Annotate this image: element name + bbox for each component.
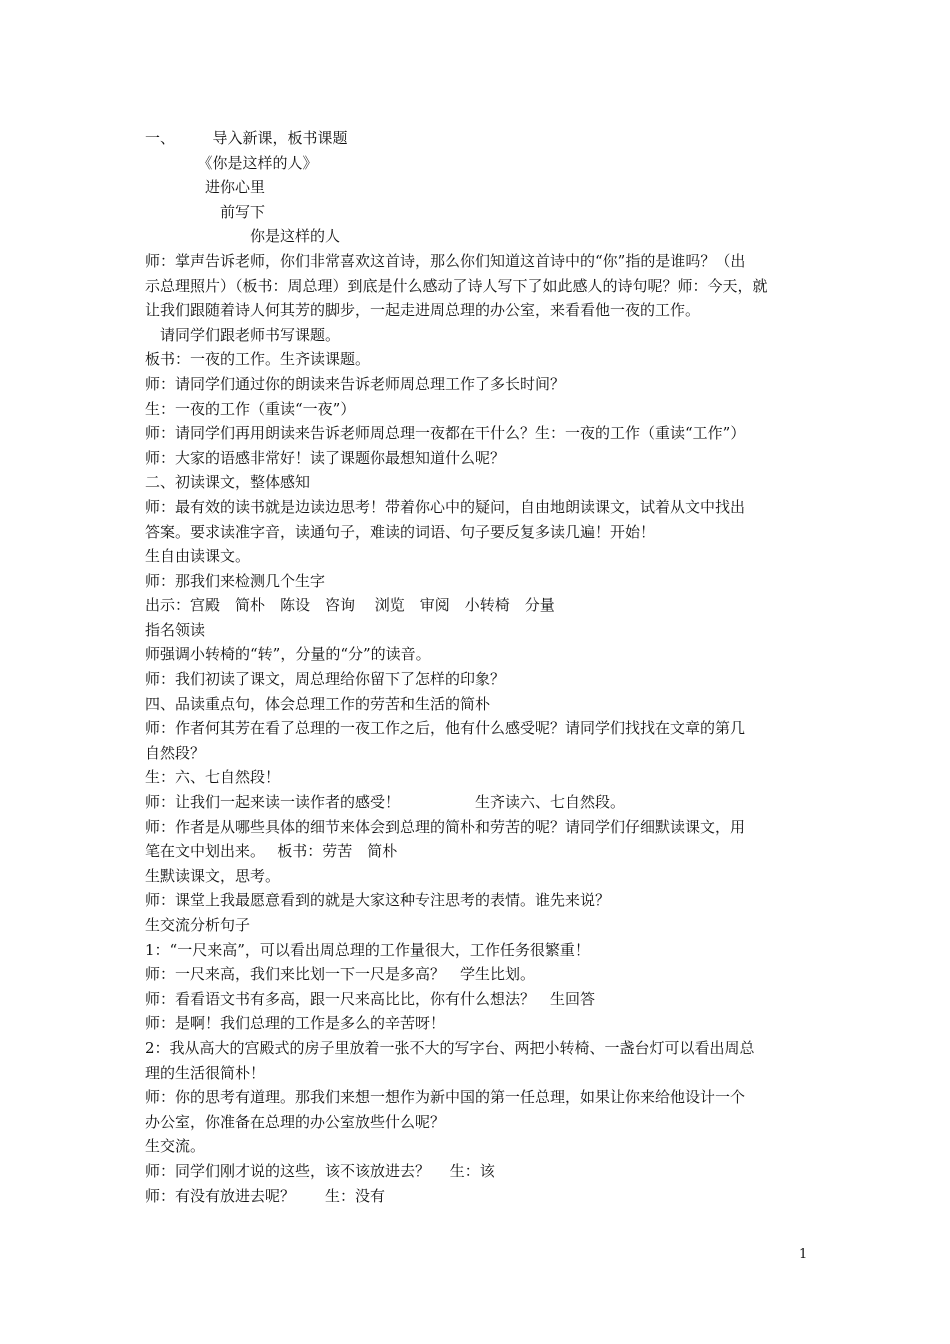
text-line: 师：作者是从哪些具体的细节来体会到总理的简朴和劳苦的呢？请同学们仔细默读课文，用 xyxy=(145,817,746,836)
text-line: 师：你的思考有道理。那我们来想一想作为新中国的第一任总理，如果让你来给他设计一个 xyxy=(145,1088,746,1107)
text-line: 师：掌声告诉老师，你们非常喜欢这首诗，那么你们知道这首诗中的“你”指的是谁吗？（出 xyxy=(145,251,746,270)
text-line: 师：有没有放进去呢？ 生：没有 xyxy=(145,1186,386,1205)
text-line: 师：让我们一起来读一读作者的感受！ 生齐读六、七自然段。 xyxy=(145,793,626,812)
text-line: 板书：一夜的工作。生齐读课题。 xyxy=(145,350,371,369)
text-line: 你是这样的人 xyxy=(145,227,341,246)
text-line: 二、初读课文，整体感知 xyxy=(145,473,311,492)
text-line: 生自由读课文。 xyxy=(145,547,251,566)
text-line: 一、 导入新课，板书课题 xyxy=(145,129,348,147)
text-line: 师：我们初读了课文，周总理给你留下了怎样的印象？ xyxy=(145,670,506,689)
text-line: 请同学们跟老师书写课题。 xyxy=(145,325,341,344)
text-line: 师：请同学们再用朗读来告诉老师周总理一夜都在干什么？生：一夜的工作（重读“工作”） xyxy=(145,424,746,443)
text-line: 自然段？ xyxy=(145,743,206,762)
text-line: 让我们跟随着诗人何其芳的脚步，一起走进周总理的办公室，来看看他一夜的工作。 xyxy=(145,301,701,320)
text-line: 理的生活很简朴！ xyxy=(145,1063,266,1082)
text-line: 师：是啊！我们总理的工作是多么的辛苦呀！ xyxy=(145,1014,446,1033)
text-line: 师强调小转椅的“转”，分量的“分”的读音。 xyxy=(145,645,431,664)
text-line: 办公室，你准备在总理的办公室放些什么呢？ xyxy=(145,1112,446,1131)
text-line: 生：一夜的工作（重读“一夜”） xyxy=(145,399,356,418)
text-line: 进你心里 xyxy=(145,178,266,197)
text-line: 指名领读 xyxy=(145,620,206,639)
text-line: 师：作者何其芳在看了总理的一夜工作之后，他有什么感受呢？请同学们找找在文章的第几 xyxy=(145,719,746,738)
text-line: 前写下 xyxy=(145,202,266,221)
text-line: 师：请同学们通过你的朗读来告诉老师周总理工作了多长时间？ xyxy=(145,374,566,393)
text-line: 出示：宫殿 简朴 陈设 咨询 浏览 审阅 小转椅 分量 xyxy=(145,596,555,615)
text-line: 《你是这样的人》 xyxy=(145,153,318,172)
text-line: 生交流。 xyxy=(145,1137,206,1156)
text-line: 师：课堂上我最愿意看到的就是大家这种专注思考的表情。谁先来说？ xyxy=(145,891,611,910)
text-line: 四、品读重点句，体会总理工作的劳苦和生活的简朴 xyxy=(145,694,491,713)
text-line: 生：六、七自然段！ xyxy=(145,768,281,787)
text-line: 师：一尺来高，我们来比划一下一尺是多高？ 学生比划。 xyxy=(145,965,536,984)
text-line: 1：“一尺来高”，可以看出周总理的工作量很大，工作任务很繁重！ xyxy=(145,940,590,959)
text-line: 笔在文中划出来。 板书：劳苦 简朴 xyxy=(145,842,398,861)
text-line: 师：最有效的读书就是边读边思考！带着你心中的疑问，自由地朗读课文，试着从文中找出 xyxy=(145,497,746,516)
page-number: 1 xyxy=(799,1247,808,1262)
text-line: 师：同学们刚才说的这些，该不该放进去？ 生：该 xyxy=(145,1161,495,1180)
document-body xyxy=(145,126,810,1208)
text-line: 师：那我们来检测几个生字 xyxy=(145,571,326,590)
text-line: 师：看看语文书有多高，跟一尺来高比比，你有什么想法？ 生回答 xyxy=(145,989,596,1008)
text-line: 生默读课文，思考。 xyxy=(145,866,281,885)
text-line: 生交流分析句子 xyxy=(145,916,251,934)
text-line: 2：我从高大的宫殿式的房子里放着一张不大的写字台、两把小转椅、一盏台灯可以看出周总 xyxy=(145,1038,755,1057)
text-line: 师：大家的语感非常好！读了课题你最想知道什么呢？ xyxy=(145,448,506,467)
text-line: 示总理照片）（板书：周总理）到底是什么感动了诗人写下了如此感人的诗句呢？师：今天，就 xyxy=(145,276,768,295)
text-line: 答案。要求读准字音，读通句子，难读的词语、句子要反复多读几遍！开始！ xyxy=(145,522,656,541)
